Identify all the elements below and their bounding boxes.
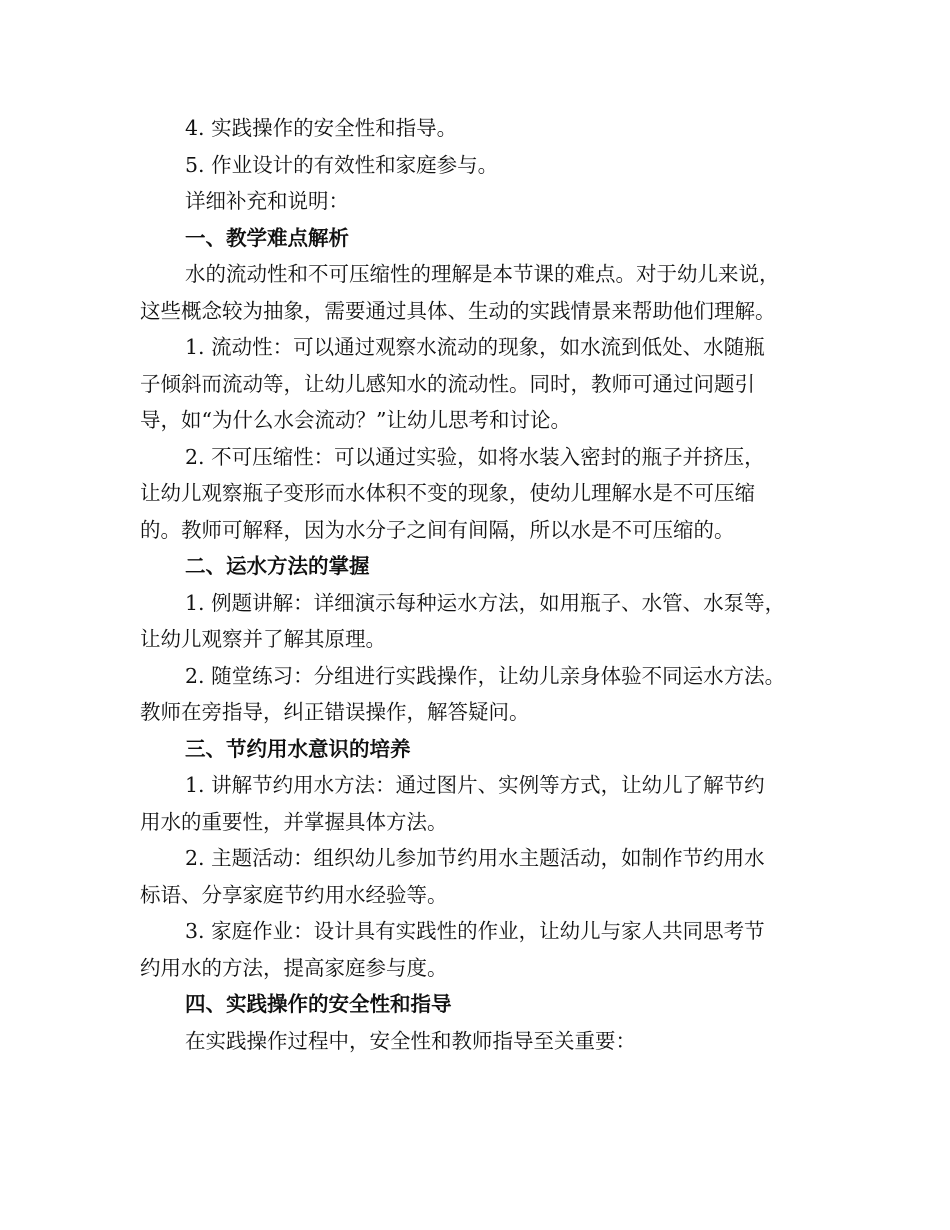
section-heading: 二、运水方法的掌握 <box>185 554 370 578</box>
paragraph-line: 让幼儿观察并了解其原理。 <box>140 627 386 651</box>
paragraph-line: 在实践操作过程中，安全性和教师指导至关重要： <box>185 1028 636 1053</box>
section-heading: 一、教学难点解析 <box>185 225 349 250</box>
paragraph-line: 1. 流动性：可以通过观察水流动的现象，如水流到低处、水随瓶 <box>185 335 765 359</box>
paragraph-line: 用水的重要性，并掌握具体方法。 <box>140 809 448 834</box>
paragraph-line: 3. 家庭作业：设计具有实践性的作业，让幼儿与家人共同思考节 <box>185 919 765 943</box>
paragraph-line: 这些概念较为抽象，需要通过具体、生动的实践情景来帮助他们理解。 <box>140 298 776 323</box>
paragraph-line: 2. 主题活动：组织幼儿参加节约用水主题活动，如制作节约用水 <box>185 846 765 870</box>
paragraph-line: 让幼儿观察瓶子变形而水体积不变的现象，使幼儿理解水是不可压缩 <box>140 481 755 505</box>
section-heading: 四、实践操作的安全性和指导 <box>185 992 452 1016</box>
list-item: 5. 作业设计的有效性和家庭参与。 <box>185 152 499 177</box>
list-item: 4. 实践操作的安全性和指导。 <box>185 116 458 140</box>
paragraph-line: 2. 随堂练习：分组进行实践操作，让幼儿亲身体验不同运水方法。 <box>185 663 786 688</box>
section-heading: 三、节约用水意识的培养 <box>185 736 411 761</box>
paragraph-line: 标语、分享家庭节约用水经验等。 <box>140 882 448 907</box>
paragraph-line: 2. 不可压缩性：可以通过实验，如将水装入密封的瓶子并挤压， <box>185 444 765 469</box>
paragraph-line: 导，如“为什么水会流动？”让幼儿思考和讨论。 <box>140 408 571 432</box>
document-body <box>140 110 820 1059</box>
section-intro: 详细补充和说明： <box>185 189 349 213</box>
paragraph-line: 的。教师可解释，因为水分子之间有间隔，所以水是不可压缩的。 <box>140 517 735 542</box>
paragraph-line: 水的流动性和不可压缩性的理解是本节课的难点。对于幼儿来说， <box>185 262 780 286</box>
paragraph-line: 教师在旁指导，纠正错误操作，解答疑问。 <box>140 700 530 724</box>
paragraph-line: 约用水的方法，提高家庭参与度。 <box>140 955 448 980</box>
paragraph-line: 1. 例题讲解：详细演示每种运水方法，如用瓶子、水管、水泵等， <box>185 590 786 615</box>
paragraph-line: 1. 讲解节约用水方法：通过图片、实例等方式，让幼儿了解节约 <box>185 773 765 797</box>
paragraph-line: 子倾斜而流动等，让幼儿感知水的流动性。同时，教师可通过问题引 <box>140 371 755 396</box>
